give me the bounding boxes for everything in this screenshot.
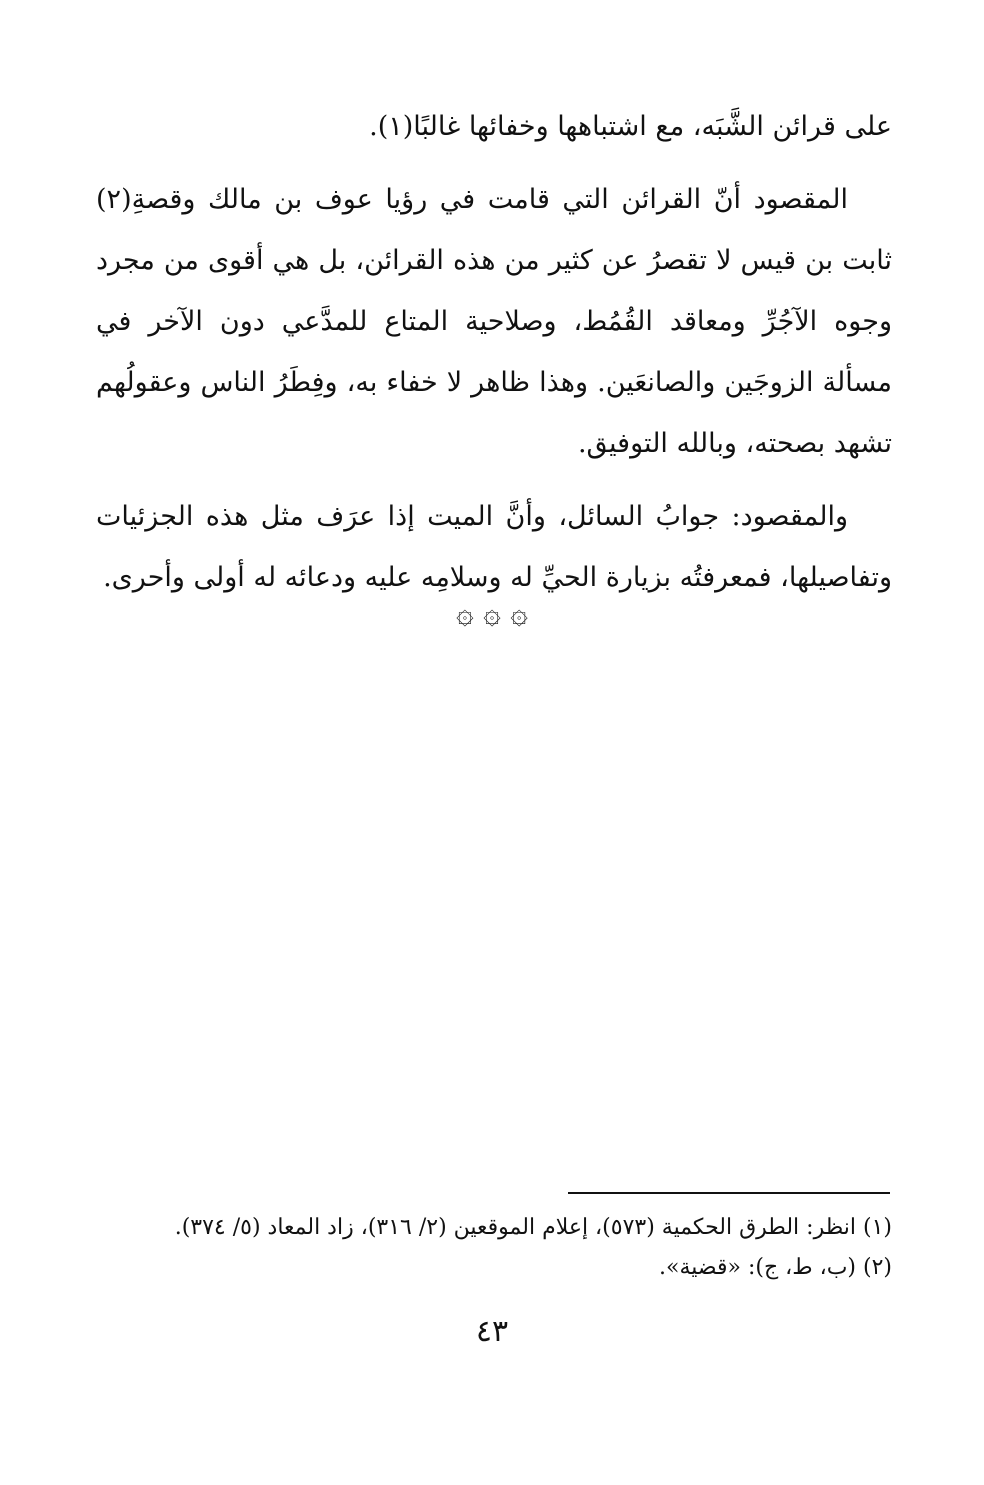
section-ornament-icons: ۞ ۞ ۞ [456,596,528,631]
footnote-divider [568,1192,890,1194]
paragraph-1: على قرائن الشَّبَه، مع اشتباهها وخفائها غالبًا(١). [369,111,892,142]
page-number: ٤٣ [475,1314,509,1349]
paragraph-3: والمقصود: جوابُ السائل، وأنَّ الميت إذا عرَف مثل هذه الجزئيات وتفاصيلها، فمعرفتُه بزيارة الحيِّ له وسلامِه عليه ودعائه له أولى وأحرى. [96,501,892,593]
footnotes [96,1208,892,1288]
main-text [96,96,892,620]
footnote-1: (١) انظر: الطرق الحكمية (٥٧٣)، إعلام الموقعين (٢/ ٣١٦)، زاد المعاد (٥/ ٣٧٤). [174,1215,892,1240]
paragraph-2: المقصود أنّ القرائن التي قامت في رؤيا عوف بن مالك وقصةِ(٢) ثابت بن قيس لا تقصرُ عن كثير من هذه القرائن، بل هي أقوى من مجرد وجوه الآجُرِّ ومعاقد القُمُط، وصلاحية المتاع للمدَّعي دون الآخر في مسألة الزوجَين والصانعَين. وهذا ظاهر لا خفاء به، وفِطَرُ الناس وعقولُهم تشهد بصحته، وبالله التوفيق. [96,184,892,459]
footnote-2: (٢) (ب، ط، ج): «قضية». [659,1255,892,1280]
